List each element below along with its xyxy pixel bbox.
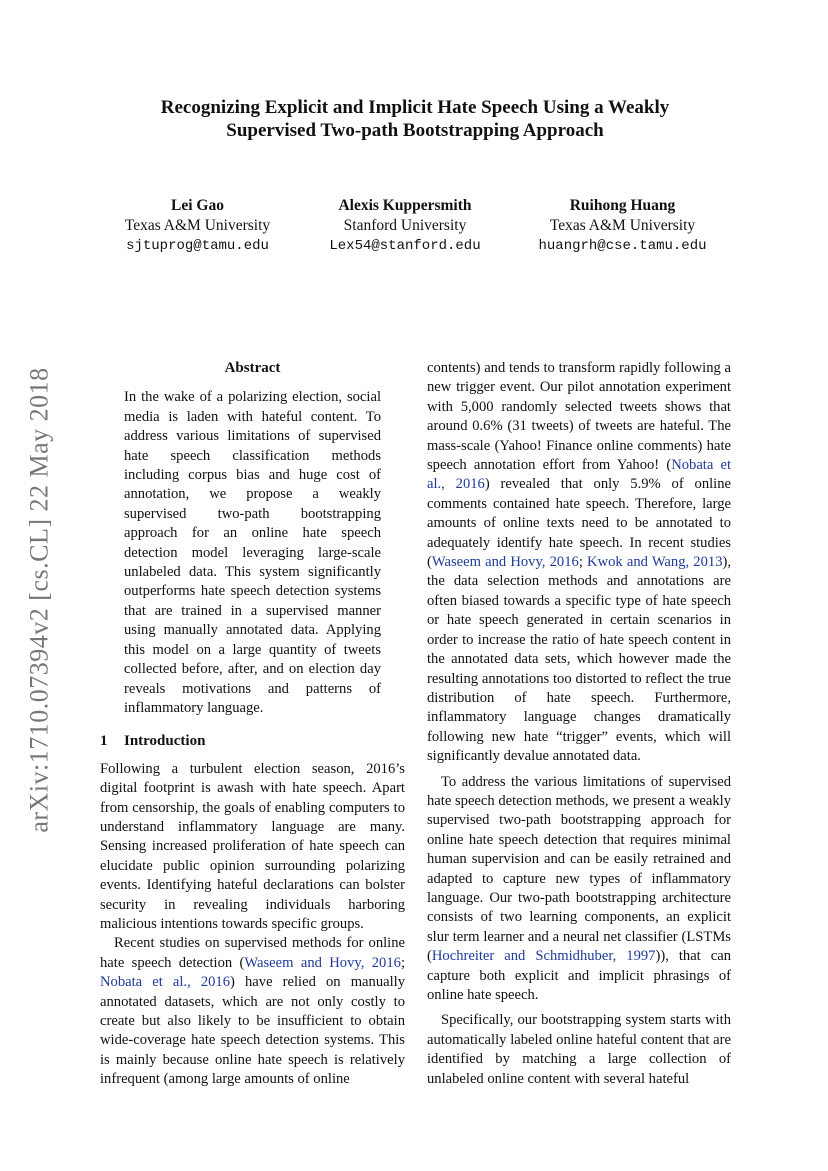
citation-link[interactable]: Nobata et al., 2016	[100, 974, 231, 991]
abstract-body	[100, 388, 405, 718]
citation-link[interactable]: Hochreiter and Schmidhuber, 1997	[431, 948, 656, 965]
section-title: Introduction	[124, 733, 206, 750]
right-paragraph-1: contents) and tends to transform rapidly following a new trigger event. Our pilot annotation experiment with 5,000 randomly selected tweets shows that around 0.6% (31 tweets) of tweets are hateful. The mass-scale (Yahoo! Finance online comments) hate speech annotation effort from Yahoo! (Nobata et al., 2016) revealed that only 5.9% of online comments contained hate speech. Therefore, large amounts of online texts need to be annotated to adequately identify hate speech. In recent studies (Waseem and Hovy, 2016; Kwok and Wang, 2013), the data selection methods and annotations are often biased towards a specific type of hate speech or hate speech generated in certain scenarios in order to increase the ratio of hate speech content in the annotated data sets, which however made the resulting annotations too distorted to reflect the true distribution of hate speech. Furthermore, inflammatory language changes dramatically following new hate “trigger” events, which will significantly devalue annotated data.	[427, 360, 732, 765]
paper-title	[100, 96, 730, 142]
right-column	[427, 359, 731, 1089]
author-name: Alexis Kuppersmith	[338, 197, 472, 214]
author-list	[100, 196, 730, 256]
arxiv-id-text: arXiv:1710.07394v2 [cs.CL] 22 May 2018	[25, 367, 54, 833]
section-number: 1	[100, 733, 108, 750]
left-column	[100, 359, 405, 1090]
author-email: sjtuprog@tamu.edu	[126, 238, 269, 254]
author-3	[515, 196, 730, 256]
title-line-1: Recognizing Explicit and Implicit Hate Speech Using a Weakly	[160, 97, 670, 118]
author-email: Lex54@stanford.edu	[329, 238, 481, 254]
citation-link[interactable]: Waseem and Hovy, 2016	[244, 954, 401, 971]
right-paragraph-3: Specifically, our bootstrapping system starts with automatically labeled online hateful content that are identified by matching a large collection of unlabeled online content with several hateful	[427, 1012, 731, 1087]
section-heading-introduction	[100, 732, 405, 751]
author-name: Lei Gao	[171, 197, 224, 214]
author-email: huangrh@cse.tamu.edu	[538, 238, 707, 254]
right-paragraph-2: To address the various limitations of supervised hate speech detection methods, we present a weakly supervised two-path bootstrapping approach for online hate speech detection that requires minimal human supervision and can be easily retrained and adapted to capture new types of inflammatory language. Our two-path bootstrapping architecture consists of two learning components, an explicit slur term learner and a neural net classifier (LSTMs (Hochreiter and Schmidhuber, 1997)), that can capture both explicit and implicit phrasings of online hate speech.	[427, 773, 732, 1003]
author-name: Ruihong Huang	[569, 197, 676, 214]
abstract-heading: Abstract	[224, 360, 281, 376]
intro-paragraph-2: Recent studies on supervised methods for online hate speech detection (Waseem and Hovy, 2016; Nobata et al., 2016) have relied on manually annotated datasets, which are not only costly to create but also likely to be insufficient to obtain wide-coverage hate speech detection systems. This is mainly because online hate speech is relatively infrequent (among large amounts of online	[100, 935, 406, 1088]
author-1	[100, 196, 295, 256]
citation-link[interactable]: Kwok and Wang, 2013	[587, 554, 723, 571]
citation-link[interactable]: Waseem and Hovy, 2016	[431, 554, 579, 571]
abstract-text: In the wake of a polarizing election, social media is laden with hateful content. To address various limitations of supervised hate speech classification methods including corpus bias and huge cost of annotation, we propose a weakly supervised two-path bootstrapping approach for an online hate speech detection model leveraging large-scale unlabeled data. This system significantly outperforms hate speech detection systems that are trained in a supervised manner using manually annotated data. Applying this model on a large quantity of tweets collected before, after, and on election day reveals motivations and patterns of inflammatory language.	[124, 389, 381, 716]
citation-link[interactable]: Nobata et al., 2016	[427, 457, 732, 493]
author-affiliation: Stanford University	[343, 217, 467, 234]
author-2	[305, 196, 505, 256]
author-affiliation: Texas A&M University	[549, 217, 696, 234]
author-affiliation: Texas A&M University	[124, 217, 271, 234]
title-line-2: Supervised Two-path Bootstrapping Approach	[226, 120, 604, 141]
intro-paragraph-1: Following a turbulent election season, 2016’s digital footprint is awash with hate speech. Apart from censorship, the goals of enabling computers to understand inflammatory language are many. Sensing increased proliferation of hate speech can elucidate public opinion surrounding polarizing events. Identifying hateful declarations can bolster security in revealing individuals harboring malicious intentions towards specific groups.	[100, 760, 405, 932]
arxiv-identifier	[22, 350, 58, 850]
